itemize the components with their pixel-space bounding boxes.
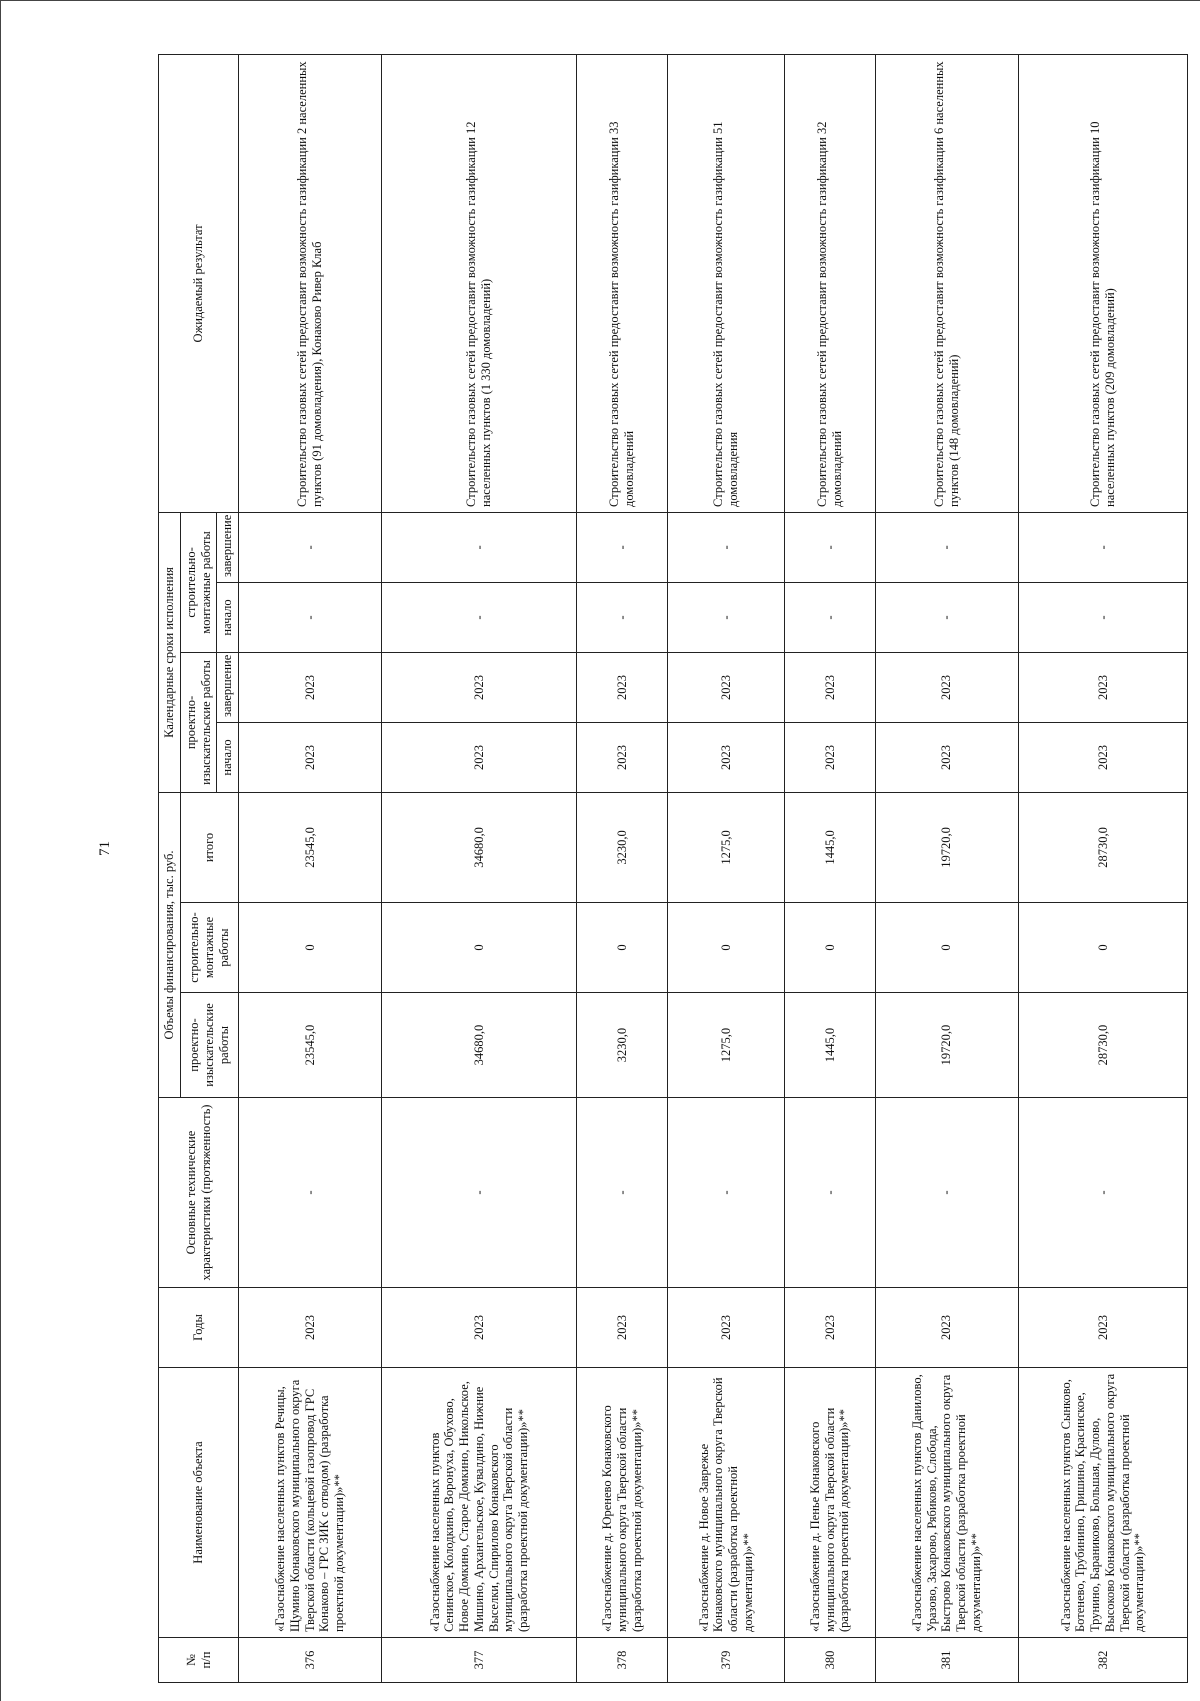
header-design-start: начало — [217, 722, 239, 792]
row-num: 381 — [875, 1638, 1018, 1683]
row-construction-end: - — [1018, 512, 1187, 582]
row-name: «Газоснабжение населенных пунктов Данилово, Уразово, Захарово, Рябиково, Слобода, Быстрово Конаковского муниципального округа Тверской области (разработка проектной документации)»** — [875, 1368, 1018, 1638]
row-design-end: 2023 — [382, 652, 577, 722]
row-funding-design: 1445,0 — [785, 993, 876, 1098]
row-construction-start: - — [668, 582, 785, 652]
page-number: 71 — [97, 841, 113, 856]
row-funding-total: 1275,0 — [668, 792, 785, 902]
row-num: 376 — [239, 1638, 382, 1683]
header-design-end: завершение — [217, 652, 239, 722]
row-funding-design: 19720,0 — [875, 993, 1018, 1098]
row-funding-construction: 0 — [1018, 903, 1187, 993]
row-funding-design: 23545,0 — [239, 993, 382, 1098]
row-construction-end: - — [382, 512, 577, 582]
row-design-start: 2023 — [577, 722, 668, 792]
header-name: Наименование объекта — [159, 1368, 239, 1638]
header-years: Годы — [159, 1288, 239, 1368]
row-design-end: 2023 — [668, 652, 785, 722]
row-construction-start: - — [382, 582, 577, 652]
row-design-start: 2023 — [668, 722, 785, 792]
header-tech: Основные технические характеристики (протяженность) — [159, 1098, 239, 1288]
row-name: «Газоснабжение населенных пунктов Сынково, Ботенево, Трубинино, Гришино, Красинское, Трунино, Бараниково, Большая, Дулово, Высоково Конаковского муниципального округа Тверской области (разработка проектной документации)»** — [1018, 1368, 1187, 1638]
row-funding-construction: 0 — [239, 903, 382, 993]
table-row — [239, 54, 382, 1682]
header-num: № п/п — [159, 1638, 239, 1683]
row-construction-end: - — [668, 512, 785, 582]
row-funding-total: 34680,0 — [382, 792, 577, 902]
row-years: 2023 — [382, 1288, 577, 1368]
row-result: Строительство газовых сетей предоставит возможность газификации 6 населенных пунктов (148 домовладений) — [875, 54, 1018, 512]
row-construction-start: - — [875, 582, 1018, 652]
row-num: 380 — [785, 1638, 876, 1683]
row-funding-total: 19720,0 — [875, 792, 1018, 902]
header-funding-design: проектно-изыскательские работы — [180, 993, 238, 1098]
row-result: Строительство газовых сетей предоставит возможность газификации 51 домовладения — [668, 54, 785, 512]
row-construction-start: - — [785, 582, 876, 652]
header-schedule-design: проектно-изыскательские работы — [180, 652, 217, 792]
row-funding-design: 34680,0 — [382, 993, 577, 1098]
row-years: 2023 — [785, 1288, 876, 1368]
row-design-start: 2023 — [382, 722, 577, 792]
row-name: «Газоснабжение д. Новое Заврежье Конаковского муниципального округа Тверской области (разработка проектной документации)»** — [668, 1368, 785, 1638]
row-funding-construction: 0 — [668, 903, 785, 993]
header-construction-end: завершение — [217, 512, 239, 582]
row-funding-construction: 0 — [875, 903, 1018, 993]
row-tech: - — [1018, 1098, 1187, 1288]
row-construction-start: - — [239, 582, 382, 652]
row-funding-total: 3230,0 — [577, 792, 668, 902]
table-row — [1018, 54, 1187, 1682]
row-funding-total: 23545,0 — [239, 792, 382, 902]
row-years: 2023 — [577, 1288, 668, 1368]
row-design-start: 2023 — [875, 722, 1018, 792]
row-years: 2023 — [875, 1288, 1018, 1368]
table-row — [785, 54, 876, 1682]
row-funding-construction: 0 — [577, 903, 668, 993]
header-schedule: Календарные сроки исполнения — [159, 512, 181, 792]
row-funding-construction: 0 — [785, 903, 876, 993]
row-years: 2023 — [668, 1288, 785, 1368]
header-schedule-construction: строительно-монтажные работы — [180, 512, 217, 652]
row-design-end: 2023 — [577, 652, 668, 722]
row-result: Строительство газовых сетей предоставит возможность газификации 33 домовладений — [577, 54, 668, 512]
row-design-end: 2023 — [239, 652, 382, 722]
row-design-start: 2023 — [239, 722, 382, 792]
row-years: 2023 — [239, 1288, 382, 1368]
row-name: «Газоснабжение д. Юренево Конаковского муниципального округа Тверской области (разработка проектной документации)»** — [577, 1368, 668, 1638]
row-num: 377 — [382, 1638, 577, 1683]
header-funding-total: итого — [180, 792, 238, 902]
row-construction-start: - — [577, 582, 668, 652]
row-name: «Газоснабжение населенных пунктов Сенинское, Колодкино, Воронуха, Обухово, Новое Домкино, Старое Домкино, Никольское, Мишино, Архангельское, Кувалдино, Нижние Выселки, Спирилово Конаковского муниципального округа Тверской области (разработка проектной документации)»** — [382, 1368, 577, 1638]
header-row-1 — [159, 54, 181, 1682]
row-construction-end: - — [577, 512, 668, 582]
row-funding-total: 28730,0 — [1018, 792, 1187, 902]
row-construction-start: - — [1018, 582, 1187, 652]
header-funding-construction: строительно-монтажные работы — [180, 903, 238, 993]
row-funding-design: 3230,0 — [577, 993, 668, 1098]
row-design-start: 2023 — [785, 722, 876, 792]
row-num: 378 — [577, 1638, 668, 1683]
row-funding-construction: 0 — [382, 903, 577, 993]
table-row — [577, 54, 668, 1682]
row-construction-end: - — [785, 512, 876, 582]
row-result: Строительство газовых сетей предоставит возможность газификации 2 населенных пунктов (91 домовладения), Конаково Ривер Клаб — [239, 54, 382, 512]
row-funding-design: 28730,0 — [1018, 993, 1187, 1098]
row-tech: - — [785, 1098, 876, 1288]
row-tech: - — [239, 1098, 382, 1288]
header-funding: Объемы финансирования, тыс. руб. — [159, 792, 181, 1097]
row-name: «Газоснабжение д. Пенье Конаковского муниципального округа Тверской области (разработка проектной документации)»** — [785, 1368, 876, 1638]
row-num: 382 — [1018, 1638, 1187, 1683]
row-result: Строительство газовых сетей предоставит возможность газификации 10 населенных пунктов (209 домовладений) — [1018, 54, 1187, 512]
row-tech: - — [875, 1098, 1018, 1288]
header-result: Ожидаемый результат — [159, 54, 239, 512]
table-row — [875, 54, 1018, 1682]
row-construction-end: - — [239, 512, 382, 582]
row-tech: - — [382, 1098, 577, 1288]
row-construction-end: - — [875, 512, 1018, 582]
row-name: «Газоснабжение населенных пунктов Речицы, Щумино Конаковского муниципального округа Тверской области (кольцевой газопровод ГРС Конаково – ГРС ЗИК с отводом) (разработка проектной документации)»** — [239, 1368, 382, 1638]
table-row — [668, 54, 785, 1682]
row-design-end: 2023 — [875, 652, 1018, 722]
row-funding-total: 1445,0 — [785, 792, 876, 902]
row-funding-design: 1275,0 — [668, 993, 785, 1098]
row-years: 2023 — [1018, 1288, 1187, 1368]
row-design-end: 2023 — [785, 652, 876, 722]
row-tech: - — [668, 1098, 785, 1288]
row-result: Строительство газовых сетей предоставит возможность газификации 12 населенных пунктов (1 330 домовладений) — [382, 54, 577, 512]
header-construction-start: начало — [217, 582, 239, 652]
row-design-start: 2023 — [1018, 722, 1187, 792]
rotated-table-wrapper — [158, 55, 1188, 1683]
table-row — [382, 54, 577, 1682]
row-design-end: 2023 — [1018, 652, 1187, 722]
row-tech: - — [577, 1098, 668, 1288]
gasification-table — [158, 54, 1188, 1683]
row-num: 379 — [668, 1638, 785, 1683]
row-result: Строительство газовых сетей предоставит возможность газификации 32 домовладений — [785, 54, 876, 512]
